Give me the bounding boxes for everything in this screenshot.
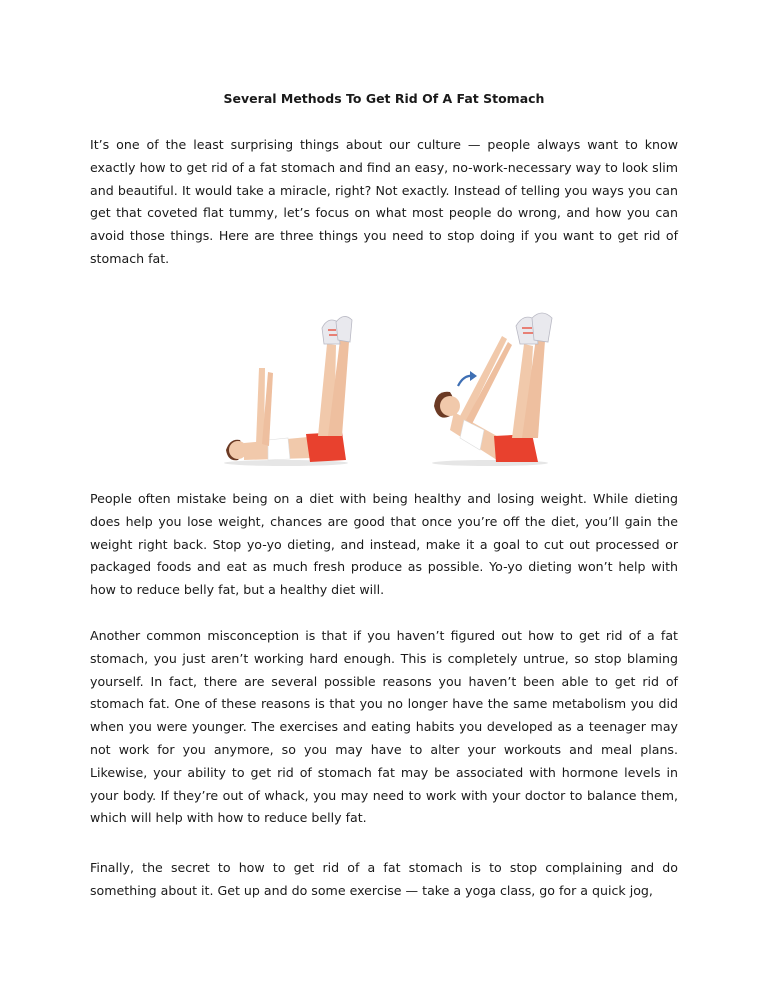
exercise-image-crunch-position: [420, 300, 556, 480]
paragraph-misconception: Another common misconception is that if you haven’t figured out how to get rid of a fat stomach, you just aren’t working hard enough. This is completely untrue, so stop blaming yourself. In fact, there are several possible reasons you haven’t been able to get rid of stomach fat. One of these reasons is that you no longer have the same metabolism you did when you were younger. The exercises and eating habits you developed as a teenager may not work for you anymore, so you may have to alter your workouts and meal plans. Likewise, your ability to get rid of stomach fat may be associated with hormone levels in your body. If they’re out of whack, you may need to work with your doctor to balance them, which will help with how to reduce belly fat.: [90, 628, 678, 826]
paragraph-dieting: People often mistake being on a diet with being healthy and losing weight. While dieting does help you lose weight, chances are good that once you’re off the diet, you’ll gain the weight right back. Stop yo-yo dieting, and instead, make it a goal to cut out processed or packaged foods and eat as much fresh produce as possible. Yo-yo dieting won’t help with how to reduce belly fat, but a healthy diet will.: [90, 491, 678, 598]
page-title: Several Methods To Get Rid Of A Fat Stomach: [223, 91, 545, 106]
exercise-image-start-position: [216, 300, 358, 480]
paragraph-intro: It’s one of the least surprising things about our culture — people always want to know exactly how to get rid of a fat stomach and find an easy, no-work-necessary way to look slim and beautiful. It would take a miracle, right? Not exactly. Instead of telling you ways you can get that coveted flat tummy, let’s focus on what most people do wrong, and how you can avoid those things. Here are three things you need to stop doing if you want to get rid of stomach fat.: [90, 137, 678, 266]
paragraph-finally: Finally, the secret to how to get rid of a fat stomach is to stop complaining and do something about it. Get up and do some exercise — take a yoga class, go for a quick jog,: [90, 860, 678, 898]
